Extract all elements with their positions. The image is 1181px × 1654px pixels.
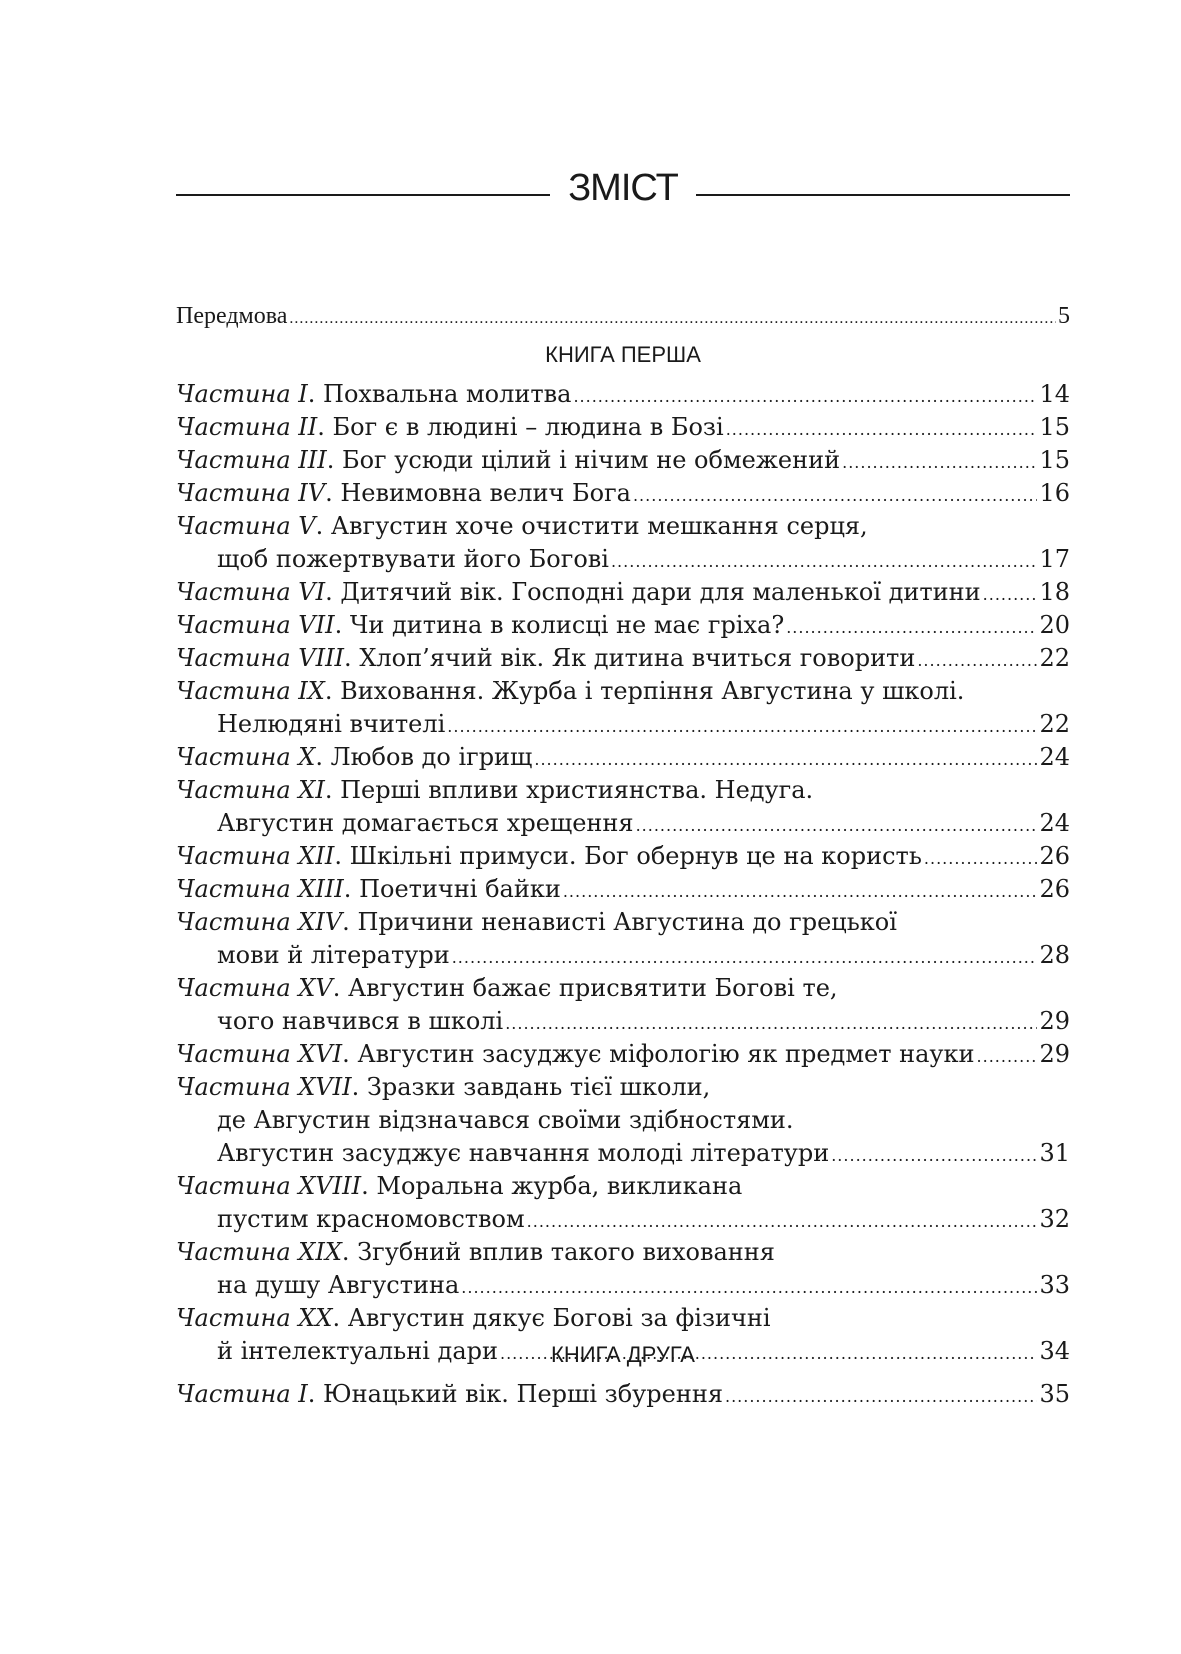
toc-line: Частина VIII . Хлоп’ячий вік. Як дитина вчиться говорити ..... 22 [176,642,1070,675]
toc-entry[interactable] [176,444,1070,477]
toc-entry[interactable] [176,477,1070,510]
entry-page: 24 [1039,743,1070,771]
entry-page: 28 [1039,941,1070,969]
entry-title: Любов до ігрищ [330,743,533,771]
entry-page: 18 [1039,578,1070,606]
toc-line [176,939,1070,972]
toc-line: Частина XIII . Поетичні байки ..... 26 [176,873,1070,906]
entry-label: Частина XVII [176,1073,352,1101]
toc-line: Частина III . Бог усюди цілий і нічим не обмежений ..... 15 [176,444,1070,477]
toc-entry[interactable] [176,840,1070,873]
entry-title: Похвальна молитва [323,380,572,408]
toc-entry[interactable] [176,642,1070,675]
dot-leader [452,939,1038,972]
preface-title: Передмова [176,303,288,329]
toc-line: Частина XVIII . Моральна журба, викликана [176,1170,1070,1203]
toc-line: Частина XVII . Зразки завдань тієї школи, [176,1071,1070,1104]
entry-page: 34 [1039,1337,1070,1365]
entry-title: на душу Августина [217,1271,460,1299]
entry-title: Причини ненависті Августина до грецької [357,908,897,936]
toc-entry[interactable] [176,873,1070,906]
entry-title: Дитячий вік. Господні дари для маленької дитини [340,578,981,606]
entry-label: Частина XX [176,1304,333,1332]
page-title: ЗМІСТ [568,167,678,209]
entry-label: Частина XI [176,776,325,804]
toc-line: Частина XVI . Августин засуджує міфологію як предмет науки ..... 29 [176,1038,1070,1071]
toc-line: Частина VI . Дитячий вік. Господні дари для маленької дитини ..... 18 [176,576,1070,609]
toc-line: Частина I . Похвальна молитва ..... 14 [176,378,1070,411]
toc-entry[interactable] [176,1071,1070,1170]
dot-leader [289,300,1056,333]
entry-label: Частина XII [176,842,335,870]
toc-line: Частина XI . Перші впливи християнства. Недуга. [176,774,1070,807]
toc-line: Частина I . Юнацький вік. Перші збурення ..... 35 [176,1378,1070,1411]
entry-title: Перші впливи християнства. Недуга. [340,776,814,804]
toc-line [176,1104,1070,1137]
entry-label: Частина XVI [176,1040,343,1068]
dot-leader [725,1378,1037,1411]
dot-leader [573,378,1037,411]
dot-leader [527,1203,1038,1236]
book2-title: КНИГА ДРУГА [551,1342,695,1367]
entry-title: Августин дякує Богові за фізичні [347,1304,771,1332]
toc-entry[interactable] [176,1038,1070,1071]
toc-entry[interactable] [176,972,1070,1038]
toc-entry[interactable] [176,741,1070,774]
toc-entry[interactable] [176,1378,1070,1411]
entry-label: Частина XIX [176,1238,342,1266]
toc-line: Частина X . Любов до ігрищ ..... 24 [176,741,1070,774]
entry-title: Моральна журба, викликана [376,1172,743,1200]
entry-label: Частина III [176,446,327,474]
entry-label: Частина II [176,413,318,441]
dot-leader [842,444,1037,477]
dot-leader [611,543,1037,576]
entry-title: Чи дитина в колисці не має гріха? [349,611,785,639]
entry-title: Поетичні байки [359,875,561,903]
entry-title: де Августин відзначався своїми здібностями. [217,1106,794,1134]
toc-entry[interactable] [176,675,1070,741]
entry-label: Частина XIII [176,875,344,903]
dot-leader [633,477,1037,510]
dot-leader [726,411,1038,444]
toc-line [176,708,1070,741]
dot-leader [831,1137,1037,1170]
entry-title: Зразки завдань тієї школи, [366,1073,711,1101]
toc-line [176,543,1070,576]
dot-leader [917,642,1037,675]
toc-line [176,1269,1070,1302]
heading-row [176,158,1070,218]
toc-entry[interactable] [176,1170,1070,1236]
toc-line: Частина IX . Виховання. Журба і терпіння Августина у школі. [176,675,1070,708]
entry-title: Августин бажає присвятити Богові те, [347,974,838,1002]
entry-title: Бог є в людині – людина в Бозі [332,413,724,441]
toc-line: Частина II . Бог є в людині – людина в Бозі ..... 15 [176,411,1070,444]
entry-page: 29 [1039,1040,1070,1068]
entry-title: Виховання. Журба і терпіння Августина у школі. [340,677,965,705]
toc-line: Частина XX . Августин дякує Богові за фізичні [176,1302,1070,1335]
entry-title: Августин засуджує міфологію як предмет науки [357,1040,975,1068]
toc-line: Частина VII . Чи дитина в колисці не має гріха? ..... 20 [176,609,1070,642]
toc-preface[interactable] [176,300,1070,333]
book2-entries [176,1378,1070,1411]
entry-title: Бог усюди цілий і нічим не обмежений [341,446,841,474]
entry-page: 14 [1039,380,1070,408]
dot-leader [924,840,1038,873]
entry-title: Августин хоче очистити мешкання серця, [330,512,868,540]
entry-label: Частина IV [176,479,326,507]
entry-page: 16 [1039,479,1070,507]
entry-title: пустим красномовством [217,1205,525,1233]
entry-label: Частина VI [176,578,326,606]
entry-label: Частина VII [176,611,335,639]
dot-leader [534,741,1037,774]
entry-page: 32 [1039,1205,1070,1233]
toc-entry[interactable] [176,510,1070,576]
entry-label: Частина I [176,380,308,408]
dot-leader [505,1005,1037,1038]
dot-leader [563,873,1038,906]
dot-leader [786,609,1037,642]
entry-title: Августин засуджує навчання молоді літератури [217,1139,830,1167]
dot-leader [461,1269,1037,1302]
toc-line [176,807,1070,840]
entry-page: 15 [1039,446,1070,474]
entry-title: й інтелектуальні дари [217,1337,498,1365]
entry-page: 17 [1039,545,1070,573]
entry-page: 26 [1039,842,1070,870]
entry-page: 29 [1039,1007,1070,1035]
toc-line: Частина XIV . Причини ненависті Августина до грецької [176,906,1070,939]
entry-page: 24 [1039,809,1070,837]
entry-label: Частина V [176,512,316,540]
entry-page: 33 [1039,1271,1070,1299]
toc-entry[interactable] [176,609,1070,642]
book1-entries [176,378,1070,1368]
toc-entry[interactable] [176,906,1070,972]
toc-line: Частина XV . Августин бажає присвятити Богові те, [176,972,1070,1005]
toc-line [176,1203,1070,1236]
toc-line: Частина XIX . Згубний вплив такого виховання [176,1236,1070,1269]
toc-line: Частина XII . Шкільні примуси. Бог обернув це на користь ..... 26 [176,840,1070,873]
left-rule [176,194,550,196]
entry-page: 15 [1039,413,1070,441]
entry-title: мови й літератури [217,941,450,969]
toc-entry[interactable] [176,1236,1070,1302]
entry-label: Частина X [176,743,316,771]
entry-label: Частина XIV [176,908,343,936]
entry-title: Августин домагається хрещення [217,809,634,837]
toc-entry[interactable] [176,576,1070,609]
entry-title: Нелюдяні вчителі [217,710,446,738]
entry-page: 26 [1039,875,1070,903]
entry-page: 22 [1039,710,1070,738]
entry-label: Частина I [176,1380,308,1408]
entry-title: Шкільні примуси. Бог обернув це на користь [349,842,922,870]
entry-title: щоб пожертвувати його Богові [217,545,609,573]
toc-line [176,1137,1070,1170]
entry-label: Частина XVIII [176,1172,362,1200]
entry-title: чого навчився в школі [217,1007,504,1035]
dot-leader [983,576,1038,609]
toc-entry[interactable] [176,411,1070,444]
entry-title: Згубний вплив такого виховання [357,1238,775,1266]
toc-line: Частина V . Августин хоче очистити мешкання серця, [176,510,1070,543]
toc-line [176,1005,1070,1038]
entry-page: 22 [1039,644,1070,672]
toc-entry[interactable] [176,378,1070,411]
toc-entry[interactable] [176,774,1070,840]
book1-title: КНИГА ПЕРША [545,342,701,367]
entry-title: Невимовна велич Бога [340,479,631,507]
dot-leader [977,1038,1038,1071]
entry-title: Хлоп’ячий вік. Як дитина вчиться говорити [359,644,916,672]
dot-leader [447,708,1037,741]
entry-page: 35 [1039,1380,1070,1408]
right-rule [696,194,1070,196]
entry-label: Частина IX [176,677,325,705]
entry-label: Частина XV [176,974,333,1002]
entry-page: 31 [1039,1139,1070,1167]
entry-page: 20 [1039,611,1070,639]
dot-leader [636,807,1038,840]
entry-title: Юнацький вік. Перші збурення [323,1380,723,1408]
toc-line: Частина IV . Невимовна велич Бога ..... 16 [176,477,1070,510]
entry-label: Частина VIII [176,644,345,672]
preface-page: 5 [1058,303,1070,329]
